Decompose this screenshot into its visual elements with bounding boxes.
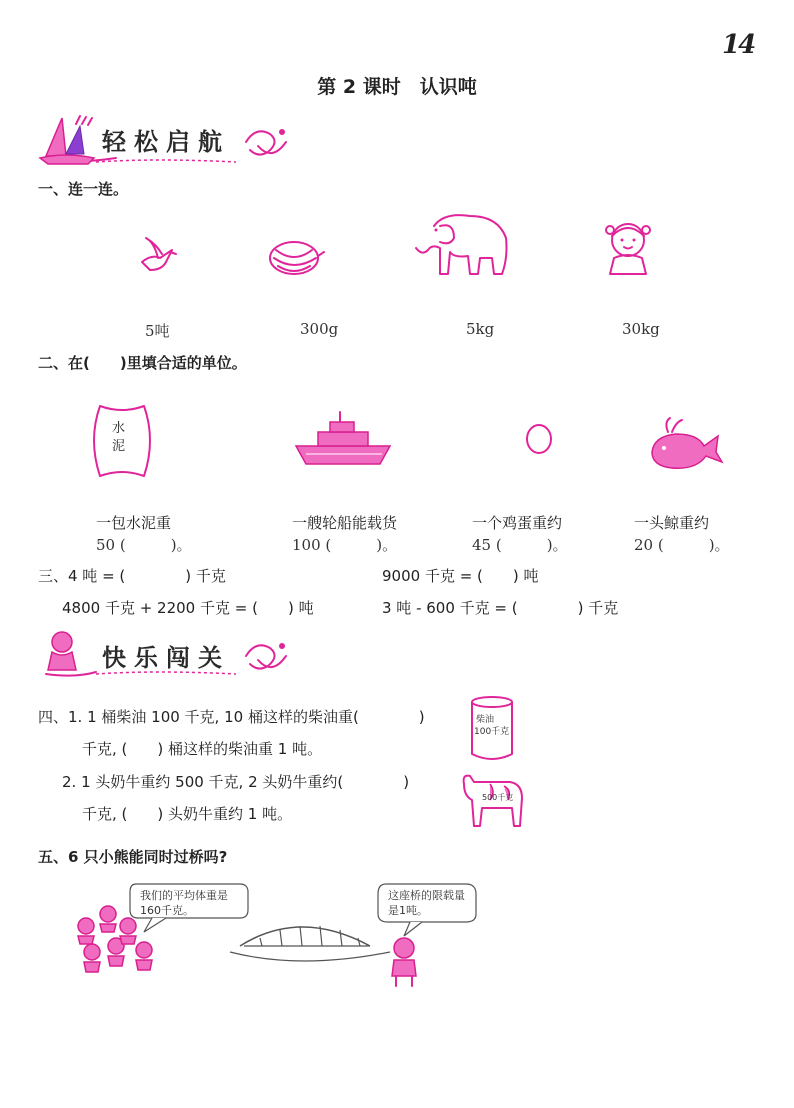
q2-item-4-text: 一头鲸重约 [634,514,710,532]
cow-label: 500千克 [482,793,514,802]
egg-icon [522,422,556,460]
section-title: 轻松启航 [102,128,230,156]
question-5-label: 五、6 只小熊能同时过桥吗? [38,848,228,866]
ship-icon [294,410,394,474]
barrel-label-1: 柴油 [476,715,495,725]
girl-icon [598,216,658,282]
question-2-label: 二、在( )里填合适的单位。 [38,354,247,372]
q3-a: 三、4 吨 = ( ) 千克 [38,567,226,585]
q4-p2-line1: 2. 1 头奶牛重约 500 千克, 2 头奶牛重约( ) [62,773,410,791]
q1-value-3: 5kg [466,320,495,338]
section-header-klcg [36,628,296,680]
q4-p1-line2: 千克, ( ) 桶这样的柴油重 1 吨。 [82,740,323,758]
q1-value-2: 300g [300,320,339,338]
barrel-label-2: 100千克 [474,727,510,737]
q3-c: 4800 千克 + 2200 千克 = ( ) 吨 [62,599,314,617]
q3-b: 9000 千克 = ( ) 吨 [382,567,539,585]
q2-item-1-blank: 50 ( )。 [96,536,192,554]
cow-icon [460,770,526,830]
q2-item-2-text: 一艘轮船能载货 [292,514,398,532]
oil-barrel-icon [466,694,518,764]
page-number: 14 [722,30,755,60]
q1-value-4: 30kg [622,320,660,338]
q3-d: 3 吨 - 600 千克 = ( ) 千克 [382,599,619,617]
watermelon-icon [264,238,326,284]
q4-p2-line2: 千克, ( ) 头奶牛重约 1 吨。 [82,805,293,823]
q2-item-3-text: 一个鸡蛋重约 [472,514,563,532]
cement-bag-icon [86,400,158,486]
question-1-label: 一、连一连。 [38,180,129,198]
q1-value-1: 5吨 [145,322,170,340]
bridge-scene [70,880,490,990]
lesson-title: 第 2 课时 认识吨 [317,76,477,98]
q2-item-2-blank: 100 ( )。 [292,536,398,554]
section-title: 快乐闯关 [102,644,230,672]
q2-item-4-blank: 20 ( )。 [634,536,730,554]
bears-speech-bubble: 我们的平均体重是160千克。 [140,889,228,917]
bird-icon [136,232,180,280]
q2-item-3-blank: 45 ( )。 [472,536,568,554]
q2-item-1-text: 一包水泥重 [96,514,172,532]
boy [392,938,416,986]
boy-speech-bubble: 这座桥的限载量是1吨。 [388,889,465,917]
whale-icon [646,416,726,480]
section-header-qsqh [36,112,296,168]
elephant-icon [410,208,514,284]
cement-bag-text: 水泥 [112,421,126,454]
q4-p1-line1: 四、1. 1 桶柴油 100 千克, 10 桶这样的柴油重( ) [38,708,425,726]
